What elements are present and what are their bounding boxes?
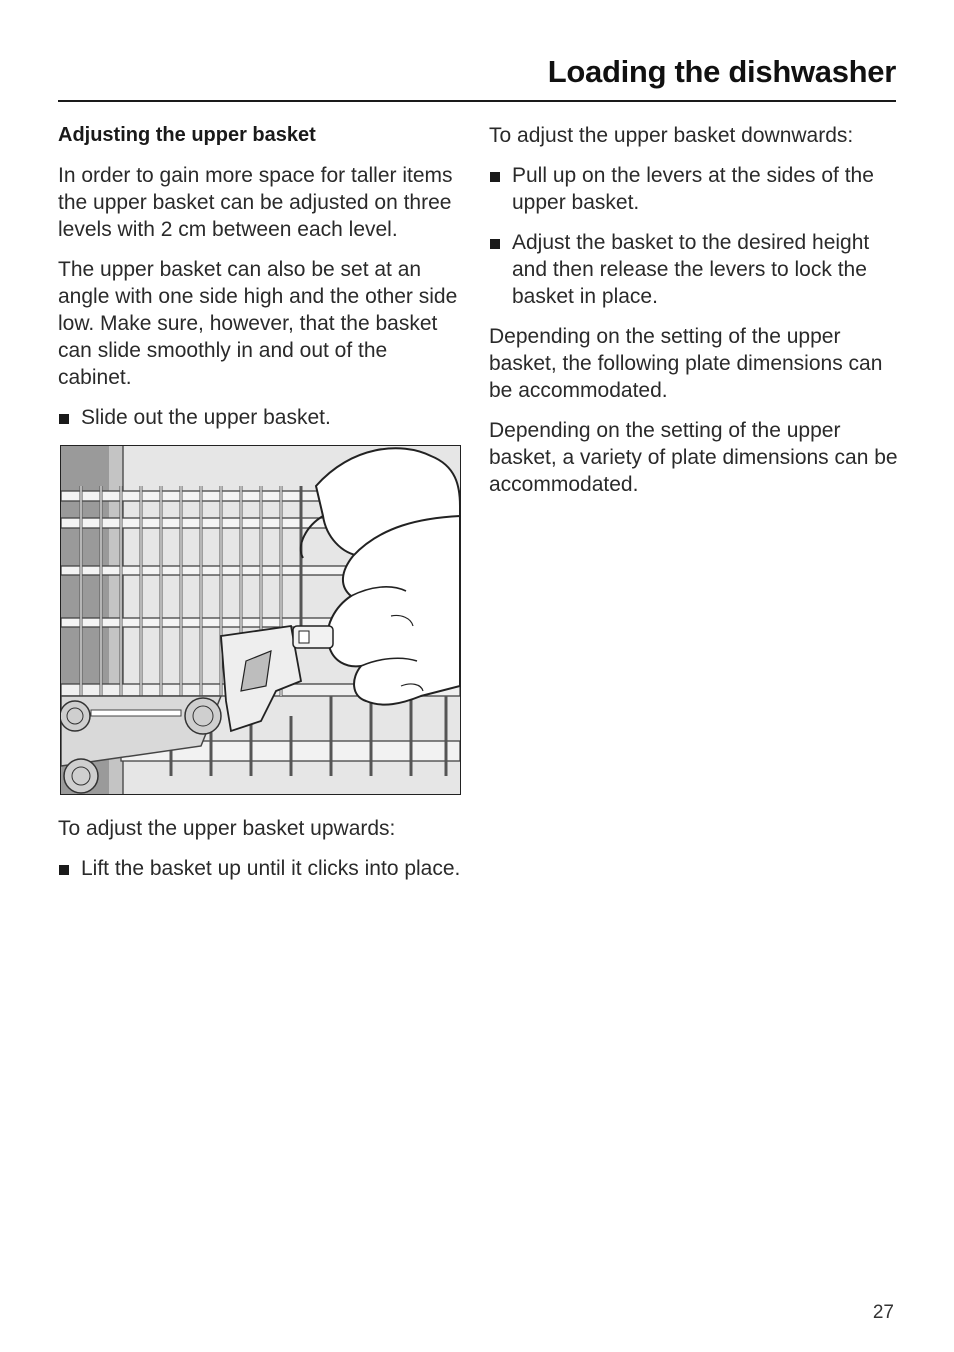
basket-lever-drawing [61, 446, 460, 794]
section-heading: Adjusting the upper basket [58, 124, 316, 146]
bullet-square-icon [59, 865, 69, 875]
page-title: Loading the dishwasher [547, 54, 896, 89]
bullet-text: Pull up on the levers at the sides of the upper basket. [512, 164, 874, 214]
bullet-slide-out [58, 404, 466, 431]
bullet-adjust-height [489, 229, 899, 310]
bullet-square-icon [490, 172, 500, 182]
left-column [58, 122, 466, 895]
bullet-text: Lift the basket up until it clicks into place. [81, 857, 461, 880]
page-header [58, 50, 896, 102]
bullet-text: Adjust the basket to the desired height and then release the levers to lock the basket in place. [512, 231, 870, 308]
bullet-pull-levers [489, 162, 899, 216]
page-number: 27 [872, 1302, 894, 1323]
upwards-intro: To adjust the upper basket upwards: [58, 817, 396, 840]
bullet-square-icon [490, 239, 500, 249]
right-column [489, 122, 899, 511]
angle-paragraph: The upper basket can also be set at an angle with one side high and the other side low. Make sure, however, that the basket can slide smoothly in and out of the cabinet. [58, 258, 458, 389]
basket-illustration [60, 445, 461, 795]
downwards-intro: To adjust the upper basket downwards: [489, 124, 854, 147]
bullet-lift-basket [58, 855, 466, 882]
plate-variety-paragraph: Depending on the setting of the upper basket, a variety of plate dimensions can be accommodated. [489, 419, 898, 496]
plate-dimensions-paragraph: Depending on the setting of the upper basket, the following plate dimensions can be accommodated. [489, 325, 883, 402]
bullet-text: Slide out the upper basket. [81, 406, 331, 429]
bullet-square-icon [59, 414, 69, 424]
intro-paragraph: In order to gain more space for taller items the upper basket can be adjusted on three levels with 2 cm between each level. [58, 164, 453, 241]
